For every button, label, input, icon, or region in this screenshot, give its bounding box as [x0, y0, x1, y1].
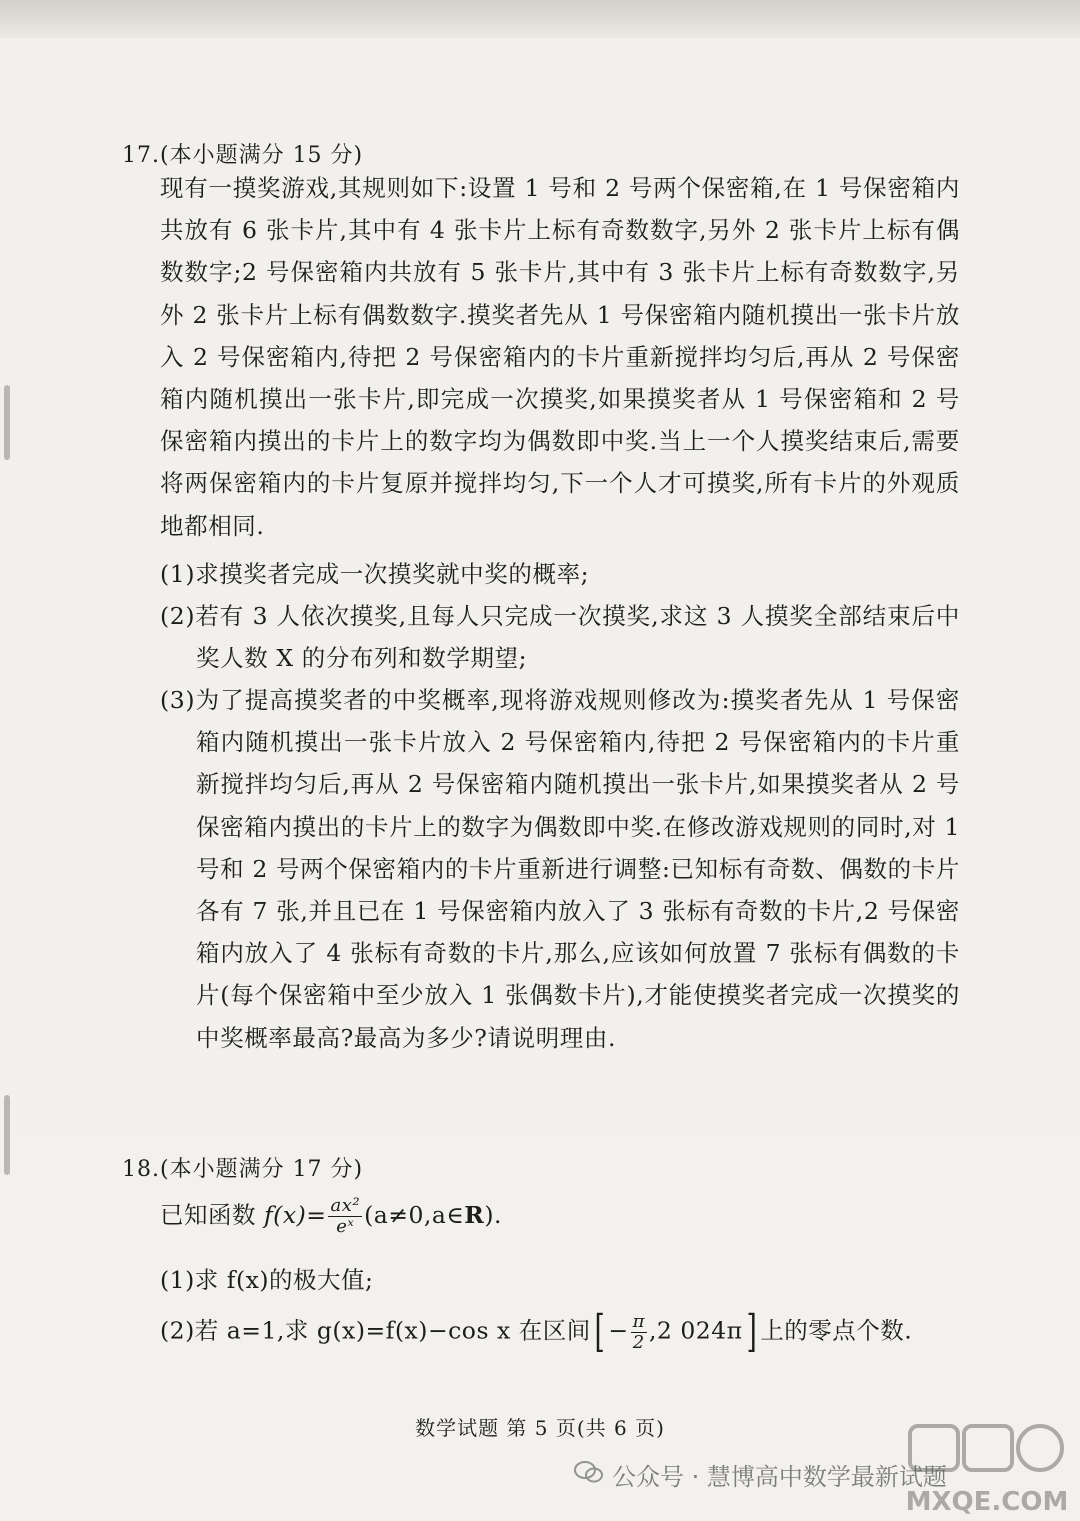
scan-top-edge: [0, 0, 1080, 38]
logo-text: MXQE.COM: [905, 1487, 1069, 1517]
binding-mark-upper: [4, 385, 10, 460]
part-2-prefix: (2)若 a=1,求 g(x)=f(x)−cos x 在区间: [160, 1316, 591, 1345]
function-fraction: [328, 1196, 362, 1237]
binding-mark-lower: [4, 1095, 10, 1175]
question-18-part-1: (1)求 f(x)的极大值;: [160, 1266, 374, 1294]
wechat-icon: [574, 1461, 604, 1483]
real-numbers-symbol: R: [464, 1201, 485, 1229]
interval-fraction: [631, 1312, 647, 1353]
interval-numerator: π: [632, 1310, 645, 1332]
site-logo: [902, 1420, 1072, 1520]
question-17-stem: 现有一摸奖游戏,其规则如下:设置 1 号和 2 号两个保密箱,在 1 号保密箱内共放有 6 张卡片,其中有 4 张卡片上标有奇数数字,另外 2 张卡片上标有偶数数字;2 号保密箱内共放有 5 张卡片,其中有 3 张卡片上标有奇数数字,另外 2 张卡片上标有偶数数字.摸奖者先从 1 号保密箱内随机摸出一张卡片放入 2 号保密箱内,待把 2 号保密箱内的卡片重新搅拌均匀后,再从 2 号保密箱内随机摸出一张卡片,即完成一次摸奖,如果摸奖者从 1 号保密箱和 2 号保密箱内摸出的卡片上的数字均为偶数即中奖.当上一个人摸奖结束后,需要将两保密箱内的卡片复原并搅拌均匀,下一个人才可摸奖,所有卡片的外观质地都相同.: [160, 174, 960, 540]
stem-prefix: 已知函数: [160, 1201, 264, 1229]
watermark-text: 公众号 · 慧博高中数学最新试题: [612, 1463, 947, 1491]
question-18-stem: [160, 1196, 502, 1237]
question-17-heading: 17.(本小题满分 15 分): [122, 143, 364, 168]
stem-condition-b: ).: [484, 1201, 502, 1229]
interval-left-bracket: [: [594, 1306, 605, 1357]
page-footer: 数学试题 第 5 页(共 6 页): [415, 1416, 665, 1440]
question-17-part-3: (3)为了提高摸奖者的中奖概率,现将游戏规则修改为:摸奖者先从 1 号保密箱内随机摸出一张卡片放入 2 号保密箱内,待把 2 号保密箱内的卡片重新搅拌均匀后,再从 2 号保密箱内随机摸出一张卡片,如果摸奖者从 2 号保密箱内摸出的卡片上的数字为偶数即中奖.在修改游戏规则的同时,对 1 号和 2 号两个保密箱内的卡片重新进行调整:已知标有奇数、偶数的卡片各有 7 张,并且已在 1 号保密箱内放入了 3 张标有奇数的卡片,2 号保密箱内放入了 4 张标有奇数的卡片,那么,应该如何放置 7 张标有偶数的卡片(每个保密箱中至少放入 1 张偶数卡片),才能使摸奖者完成一次摸奖的中奖概率最高?最高为多少?请说明理由.: [160, 686, 960, 1052]
stem-condition-a: (a≠0,a∈: [364, 1201, 465, 1229]
question-17-part-1: (1)求摸奖者完成一次摸奖就中奖的概率;: [160, 560, 590, 588]
question-18-part-2: [160, 1306, 913, 1357]
question-18-heading: 18.(本小题满分 17 分): [122, 1157, 364, 1182]
fraction-numerator: ax²: [330, 1195, 361, 1216]
function-fx: f(x)=: [263, 1201, 327, 1229]
part-2-suffix: 上的零点个数.: [760, 1316, 913, 1345]
interval-right-bracket: ]: [746, 1306, 757, 1357]
interval-minus: −: [608, 1316, 629, 1345]
interval-denominator: 2: [632, 1331, 645, 1353]
fraction-denominator: eˣ: [336, 1216, 355, 1237]
interval-upper: ,2 024π: [648, 1316, 743, 1345]
question-17-part-2: (2)若有 3 人依次摸奖,且每人只完成一次摸奖,求这 3 人摸奖全部结束后中奖人数 X 的分布列和数学期望;: [160, 602, 960, 673]
